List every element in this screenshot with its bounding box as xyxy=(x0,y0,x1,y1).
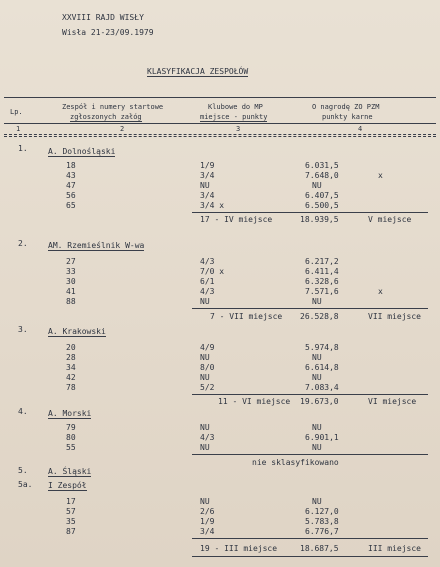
team-name: I Zespół xyxy=(48,481,87,490)
sum-points: 18.939,5 xyxy=(300,215,339,224)
team-name: A. Dolnośląski xyxy=(48,147,116,156)
penalty-points: 6.407,5 xyxy=(305,191,339,200)
header-top-rule xyxy=(4,97,436,98)
sum-rule xyxy=(192,538,428,539)
club-points: NU xyxy=(200,373,210,382)
col-club-header-line1: Klubowe do MP xyxy=(208,103,263,111)
col-number-1: 1 xyxy=(16,125,21,133)
sum-place: VII miejsce xyxy=(368,312,421,321)
club-points: 4/3 xyxy=(200,257,215,266)
sum-rule xyxy=(192,454,428,455)
header-bottom-rule-2 xyxy=(4,136,436,137)
sum-rule xyxy=(192,212,428,213)
club-points: NU xyxy=(200,181,210,190)
col-number-3: 3 xyxy=(236,125,241,133)
club-points: 6/1 xyxy=(200,277,215,286)
penalty-points: 5.974,8 xyxy=(305,343,339,352)
club-points: 7/0 x xyxy=(200,267,225,276)
start-number: 87 xyxy=(66,527,76,536)
club-points: NU xyxy=(200,497,210,506)
start-number: 28 xyxy=(66,353,76,362)
club-points: 4/3 xyxy=(200,287,215,296)
team-name: A. Śląski xyxy=(48,467,92,476)
sum-points: 26.528,8 xyxy=(300,312,339,321)
sum-points: 18.687,5 xyxy=(300,544,339,553)
team-lp: 5. xyxy=(18,466,28,475)
club-points: NU xyxy=(200,297,210,306)
penalty-points: 7.648,0 xyxy=(305,171,339,180)
sum-club: 7 - VII miejsce xyxy=(210,312,283,321)
penalty-points: NU xyxy=(312,497,322,506)
sum-rule xyxy=(192,308,428,309)
club-points: 3/4 xyxy=(200,191,215,200)
start-number: 56 xyxy=(66,191,76,200)
team-lp: 4. xyxy=(18,407,28,416)
club-points: NU xyxy=(200,423,210,432)
sum-bottom-rule xyxy=(192,556,428,557)
penalty-points: 6.031,5 xyxy=(305,161,339,170)
col-award-header-line1: O nagrodę ZO PZM xyxy=(312,103,380,111)
col-number-4: 4 xyxy=(358,125,363,133)
col-teams-header-line2: zgłoszonych załóg xyxy=(70,113,142,121)
not-classified-note: nie sklasyfikowano xyxy=(252,458,339,467)
team-lp: 2. xyxy=(18,239,28,248)
team-lp: 1. xyxy=(18,144,28,153)
club-points: NU xyxy=(200,353,210,362)
penalty-points: 6.901,1 xyxy=(305,433,339,442)
start-number: 78 xyxy=(66,383,76,392)
team-lp: 3. xyxy=(18,325,28,334)
club-points: NU xyxy=(200,443,210,452)
start-number: 65 xyxy=(66,201,76,210)
team-name: AM. Rzemieślnik W-wa xyxy=(48,241,145,250)
col-teams-header-line1: Zespół i numery startowe xyxy=(62,103,164,111)
start-number: 47 xyxy=(66,181,76,190)
team-lp: 5a. xyxy=(18,480,33,489)
penalty-points: NU xyxy=(312,373,322,382)
col-lp-header: Lp. xyxy=(10,108,23,116)
penalty-points: 7.571,6 xyxy=(305,287,339,296)
start-number: 43 xyxy=(66,171,76,180)
sum-place: III miejsce xyxy=(368,544,421,553)
club-points: 5/2 xyxy=(200,383,215,392)
penalty-points: 5.783,8 xyxy=(305,517,339,526)
team-name: A. Morski xyxy=(48,409,92,418)
start-number: 42 xyxy=(66,373,76,382)
club-points: 3/4 xyxy=(200,527,215,536)
discard-mark: x xyxy=(378,287,383,296)
club-points: 2/6 xyxy=(200,507,215,516)
start-number: 34 xyxy=(66,363,76,372)
club-points: 3/4 x xyxy=(200,201,225,210)
penalty-points: 6.328,6 xyxy=(305,277,339,286)
rally-title: XXVIII RAJD WISŁY xyxy=(62,13,144,22)
start-number: 41 xyxy=(66,287,76,296)
sum-club: 19 - III miejsce xyxy=(200,544,278,553)
start-number: 79 xyxy=(66,423,76,432)
start-number: 30 xyxy=(66,277,76,286)
start-number: 33 xyxy=(66,267,76,276)
start-number: 80 xyxy=(66,433,76,442)
sum-rule xyxy=(192,394,428,395)
penalty-points: NU xyxy=(312,353,322,362)
penalty-points: 6.500,5 xyxy=(305,201,339,210)
penalty-points: 6.217,2 xyxy=(305,257,339,266)
sum-points: 19.673,0 xyxy=(300,397,339,406)
club-points: 3/4 xyxy=(200,171,215,180)
penalty-points: NU xyxy=(312,423,322,432)
col-award-header-line2: punkty karne xyxy=(322,113,373,121)
start-number: 17 xyxy=(66,497,76,506)
header-bottom-rule-1 xyxy=(4,134,436,135)
club-points: 1/9 xyxy=(200,517,215,526)
penalty-points: 6.127,0 xyxy=(305,507,339,516)
start-number: 88 xyxy=(66,297,76,306)
start-number: 57 xyxy=(66,507,76,516)
penalty-points: 6.411,4 xyxy=(305,267,339,276)
penalty-points: 7.083,4 xyxy=(305,383,339,392)
rally-dates: Wisła 21-23/09.1979 xyxy=(62,28,154,37)
start-number: 20 xyxy=(66,343,76,352)
col-number-2: 2 xyxy=(120,125,125,133)
penalty-points: NU xyxy=(312,443,322,452)
penalty-points: NU xyxy=(312,297,322,306)
penalty-points: 6.776,7 xyxy=(305,527,339,536)
discard-mark: x xyxy=(378,171,383,180)
sum-club: 17 - IV miejsce xyxy=(200,215,273,224)
team-name: A. Krakowski xyxy=(48,327,106,336)
club-points: 4/3 xyxy=(200,433,215,442)
start-number: 35 xyxy=(66,517,76,526)
penalty-points: 6.614,8 xyxy=(305,363,339,372)
sum-club: 11 - VI miejsce xyxy=(218,397,291,406)
start-number: 55 xyxy=(66,443,76,452)
sum-place: V miejsce xyxy=(368,215,412,224)
col-club-header-line2: miejsce - punkty xyxy=(200,113,268,121)
penalty-points: NU xyxy=(312,181,322,190)
sum-place: VI miejsce xyxy=(368,397,417,406)
club-points: 4/9 xyxy=(200,343,215,352)
club-points: 1/9 xyxy=(200,161,215,170)
classification-title: KLASYFIKACJA ZESPOŁÓW xyxy=(147,67,249,76)
header-mid-rule xyxy=(4,123,436,124)
start-number: 27 xyxy=(66,257,76,266)
start-number: 18 xyxy=(66,161,76,170)
club-points: 8/0 xyxy=(200,363,215,372)
